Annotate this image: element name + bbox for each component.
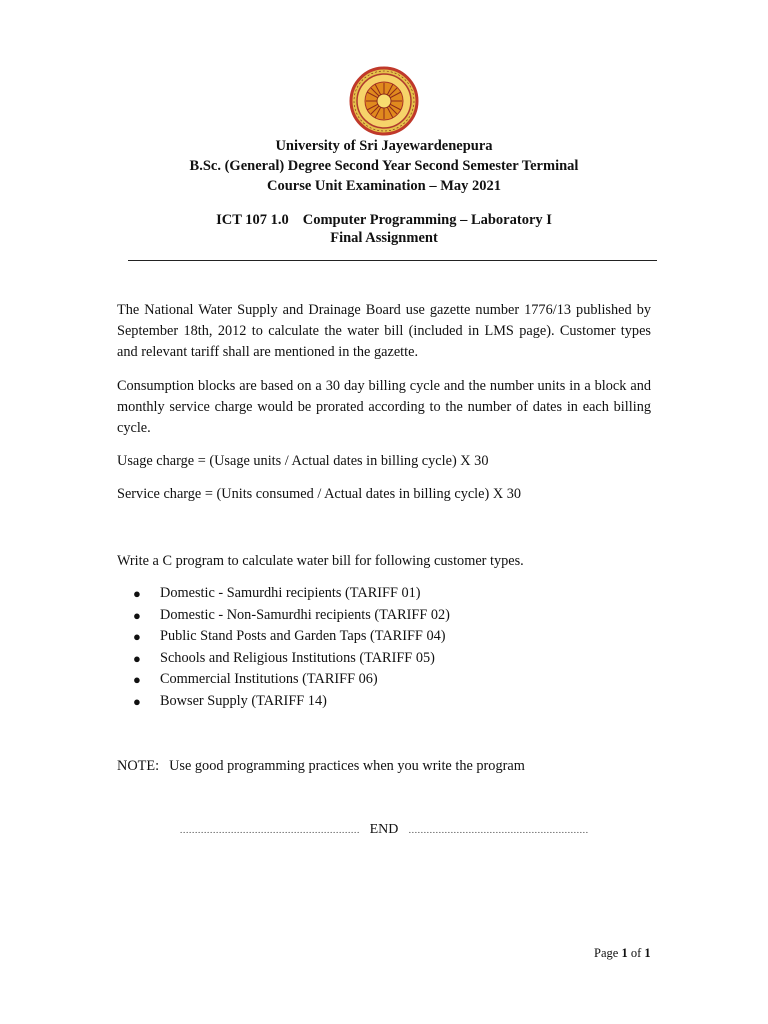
list-item: ● Bowser Supply (TARIFF 14) — [133, 691, 450, 713]
bullet-icon: ● — [133, 672, 141, 688]
bullet-icon: ● — [133, 629, 141, 645]
course-title: Computer Programming – Laboratory I — [302, 212, 552, 228]
usage-charge-formula: Usage charge = (Usage units / Actual dates in billing cycle) X 30 — [117, 453, 489, 469]
list-item: ● Schools and Religious Institutions (TARIFF 05) — [133, 648, 450, 670]
intro-paragraph: The National Water Supply and Drainage Board use gazette number 1776/13 published by September 18th, 2012 to calculate the water bill (included in LMS page). Customer types and relevant tariff shall are mentioned in the gazette. — [117, 302, 651, 360]
course-line — [0, 212, 768, 229]
billing-paragraph: Consumption blocks are based on a 30 day billing cycle and the number units in a block and monthly service charge would be prorated according to the number of dates in each billing cycle. — [117, 378, 651, 436]
list-item: ● Domestic - Non-Samurdhi recipients (TARIFF 02) — [133, 605, 450, 627]
header-divider — [128, 260, 657, 261]
list-item: ● Commercial Institutions (TARIFF 06) — [133, 669, 450, 691]
end-text: END — [369, 822, 399, 837]
degree-line: B.Sc. (General) Degree Second Year Second Semester Terminal — [189, 158, 579, 174]
customer-types-list — [133, 583, 450, 713]
bullet-icon: ● — [133, 607, 141, 623]
task-statement: Write a C program to calculate water bill for following customer types. — [117, 553, 524, 569]
page-number: Page 1 of 1 — [594, 946, 651, 960]
exam-line: Course Unit Examination – May 2021 — [266, 178, 502, 194]
note-label: NOTE: — [117, 758, 160, 774]
university-crest-icon — [349, 66, 419, 136]
list-item: ● Domestic - Samurdhi recipients (TARIFF 01) — [133, 583, 450, 605]
bullet-icon: ● — [133, 586, 141, 601]
assignment-title: Final Assignment — [330, 230, 438, 246]
note — [117, 758, 525, 775]
university-name: University of Sri Jayewardenepura — [275, 138, 493, 154]
bullet-icon: ● — [133, 693, 141, 709]
end-marker — [0, 822, 768, 838]
course-code: ICT 107 1.0 — [216, 212, 289, 228]
service-charge-formula: Service charge = (Units consumed / Actual dates in billing cycle) X 30 — [117, 486, 522, 502]
list-item: ● Public Stand Posts and Garden Taps (TARIFF 04) — [133, 626, 450, 648]
end-left-dots: …………………………………………………… — [179, 824, 360, 835]
end-right-dots: …………………………………………………… — [408, 824, 589, 835]
note-text: Use good programming practices when you write the program — [169, 758, 525, 774]
bullet-icon: ● — [133, 650, 141, 666]
